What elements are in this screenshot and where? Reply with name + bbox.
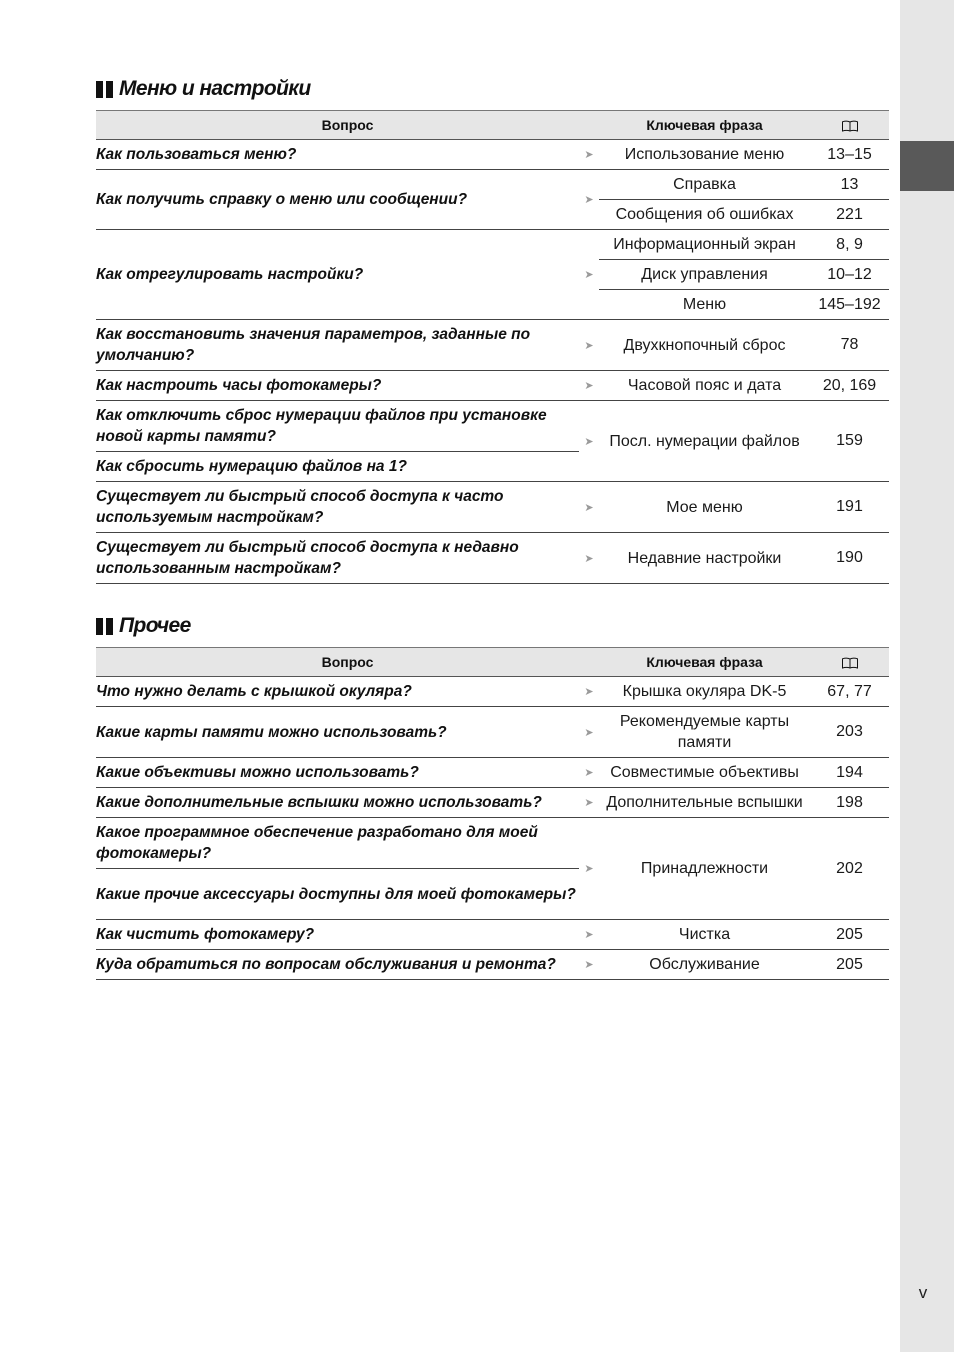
section-heading-menu	[96, 75, 311, 103]
page-cell[interactable]: 194	[810, 758, 889, 788]
keyphrase-cell: Часовой пояс и дата	[599, 371, 810, 401]
table-row	[96, 401, 889, 452]
question-cell: Существует ли быстрый способ доступа к недавно использованным настройкам?	[96, 533, 579, 584]
question-cell: Куда обратиться по вопросам обслуживания и ремонта?	[96, 950, 579, 980]
keyphrase-cell: Использование меню	[599, 140, 810, 170]
column-header-keyphrase: Ключевая фраза	[599, 111, 810, 140]
arrow-icon: ➤	[579, 230, 599, 320]
page-cell[interactable]: 198	[810, 788, 889, 818]
question-cell: Как настроить часы фотокамеры?	[96, 371, 579, 401]
arrow-icon: ➤	[579, 707, 599, 758]
table-header	[96, 648, 889, 677]
keyphrase-cell: Рекомендуемые карты памяти	[599, 707, 810, 758]
arrow-icon: ➤	[579, 140, 599, 170]
book-icon	[841, 657, 859, 669]
page-cell[interactable]: 159	[810, 401, 889, 482]
keyphrase-cell: Диск управления	[599, 260, 810, 290]
question-cell: Существует ли быстрый способ доступа к часто используемым настройкам?	[96, 482, 579, 533]
page-side-strip	[900, 0, 954, 1352]
question-cell: Что нужно делать с крышкой окуляра?	[96, 677, 579, 707]
question-cell: Как получить справку о меню или сообщении?	[96, 170, 579, 230]
question-cell: Как отключить сброс нумерации файлов при установке новой карты памяти?	[96, 401, 579, 452]
keyphrase-cell: Крышка окуляра DK-5	[599, 677, 810, 707]
arrow-icon: ➤	[579, 677, 599, 707]
table-header	[96, 111, 889, 140]
page-cell[interactable]: 191	[810, 482, 889, 533]
page-cell[interactable]: 13	[810, 170, 889, 200]
keyphrase-cell: Справка	[599, 170, 810, 200]
column-header-keyphrase: Ключевая фраза	[599, 648, 810, 677]
arrow-icon: ➤	[579, 950, 599, 980]
chapter-tab[interactable]	[900, 141, 954, 191]
table-row	[96, 950, 889, 980]
table-row	[96, 170, 889, 200]
table-row	[96, 677, 889, 707]
book-icon	[841, 120, 859, 132]
section-heading-other	[96, 612, 191, 640]
table-row	[96, 920, 889, 950]
question-cell: Как отрегулировать настройки?	[96, 230, 579, 320]
page-cell[interactable]: 67, 77	[810, 677, 889, 707]
table-row	[96, 371, 889, 401]
page-cell[interactable]: 221	[810, 200, 889, 230]
page-cell[interactable]: 78	[810, 320, 889, 371]
arrow-icon: ➤	[579, 170, 599, 230]
section-title: Прочее	[119, 614, 191, 637]
keyphrase-cell: Дополнительные вспышки	[599, 788, 810, 818]
column-header-question: Вопрос	[96, 648, 599, 677]
arrow-icon: ➤	[579, 818, 599, 920]
keyphrase-cell: Принадлежности	[599, 818, 810, 920]
page-cell[interactable]: 203	[810, 707, 889, 758]
page-cell[interactable]: 205	[810, 950, 889, 980]
keyphrase-cell: Посл. нумерации файлов	[599, 401, 810, 482]
page-cell[interactable]: 20, 169	[810, 371, 889, 401]
heading-marker-icon	[96, 81, 113, 98]
page-cell[interactable]: 145–192	[810, 290, 889, 320]
question-cell: Какие дополнительные вспышки можно использовать?	[96, 788, 579, 818]
keyphrase-cell: Двухкнопочный сброс	[599, 320, 810, 371]
keyphrase-cell: Совместимые объективы	[599, 758, 810, 788]
keyphrase-cell: Мое меню	[599, 482, 810, 533]
page-number: v	[918, 1283, 928, 1302]
faq-table-menu	[96, 110, 889, 584]
keyphrase-cell: Меню	[599, 290, 810, 320]
question-cell: Какие карты памяти можно использовать?	[96, 707, 579, 758]
question-cell: Какое программное обеспечение разработано для моей фотокамеры?	[96, 818, 579, 869]
table-row	[96, 230, 889, 260]
table-row	[96, 140, 889, 170]
question-cell: Какие прочие аксессуары доступны для моей фотокамеры?	[96, 869, 579, 920]
question-cell: Какие объективы можно использовать?	[96, 758, 579, 788]
page-cell[interactable]: 205	[810, 920, 889, 950]
table-row	[96, 482, 889, 533]
question-cell: Как сбросить нумерацию файлов на 1?	[96, 452, 579, 482]
arrow-icon: ➤	[579, 482, 599, 533]
arrow-icon: ➤	[579, 320, 599, 371]
column-header-page	[810, 111, 889, 140]
page-cell[interactable]: 190	[810, 533, 889, 584]
keyphrase-cell: Сообщения об ошибках	[599, 200, 810, 230]
page-cell[interactable]: 13–15	[810, 140, 889, 170]
page-cell[interactable]: 202	[810, 818, 889, 920]
arrow-icon: ➤	[579, 371, 599, 401]
table-row	[96, 707, 889, 758]
keyphrase-cell: Недавние настройки	[599, 533, 810, 584]
heading-marker-icon	[96, 618, 113, 635]
arrow-icon: ➤	[579, 401, 599, 482]
arrow-icon: ➤	[579, 758, 599, 788]
arrow-icon: ➤	[579, 788, 599, 818]
table-row	[96, 758, 889, 788]
table-row	[96, 320, 889, 371]
column-header-page	[810, 648, 889, 677]
arrow-icon: ➤	[579, 920, 599, 950]
question-cell: Как чистить фотокамеру?	[96, 920, 579, 950]
page-cell[interactable]: 8, 9	[810, 230, 889, 260]
page-cell[interactable]: 10–12	[810, 260, 889, 290]
keyphrase-cell: Чистка	[599, 920, 810, 950]
keyphrase-cell: Обслуживание	[599, 950, 810, 980]
table-row	[96, 818, 889, 869]
keyphrase-cell: Информационный экран	[599, 230, 810, 260]
faq-table-other	[96, 647, 889, 980]
column-header-question: Вопрос	[96, 111, 599, 140]
arrow-icon: ➤	[579, 533, 599, 584]
question-cell: Как восстановить значения параметров, заданные по умолчанию?	[96, 320, 579, 371]
table-row	[96, 533, 889, 584]
question-cell: Как пользоваться меню?	[96, 140, 579, 170]
table-row	[96, 788, 889, 818]
section-title: Меню и настройки	[119, 77, 311, 100]
